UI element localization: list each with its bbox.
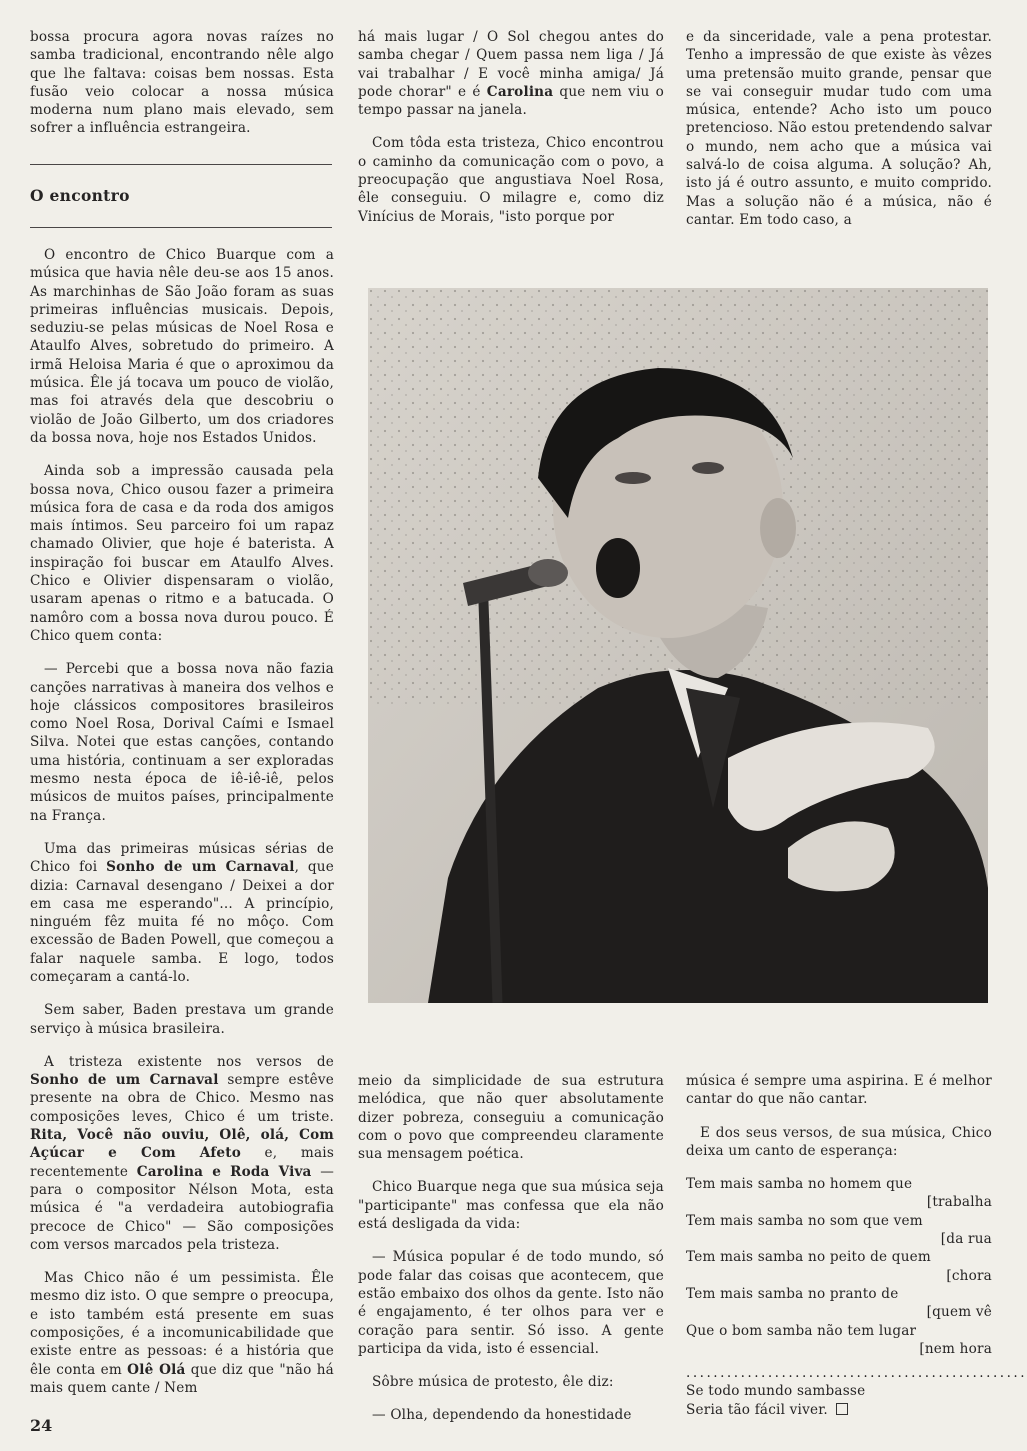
paragraph: e da sinceridade, vale a pena protestar. Tenho a impressão de que existe às vêzes uma pretensão muito grande, pensar que se vai conseguir mudar tudo com uma música, entende? Acho isto um pouco pretencioso. Não estou pretendendo salvar o mundo, nem acho que a música vai salvá-lo de coisa alguma. A solução? Ah, isto já é outro assunto, e muito comprido. Mas a solução não é a música, não é cantar. Em todo caso, a (686, 29, 992, 228)
paragraph: Chico Buarque nega que sua música seja "participante" mas confessa que ela não está desligada da vida: (358, 1179, 664, 1233)
paragraph: Ainda sob a impressão causada pela bossa nova, Chico ousou fazer a primeira música fora de casa e da roda dos amigos mais íntimos. Seu parceiro foi um rapaz chamado Olivier, que hoje é baterista. A inspiração foi buscar em Ataulfo Alves. Chico e Olivier dispensaram o violão, usaram apenas o ritmo e a batucada. O namôro com a bossa nova durou pouco. É Chico quem conta: (30, 463, 334, 644)
verse-line: Tem mais samba no homem que (686, 1176, 913, 1193)
paragraph: — Olha, dependendo da honestidade (372, 1407, 632, 1424)
verse-line: Tem mais samba no peito de quem (686, 1249, 931, 1266)
final-line: Se todo mundo sambasse (686, 1383, 866, 1400)
verse-line-continuation: [nem hora (919, 1340, 992, 1357)
section-heading: O encontro (30, 186, 130, 205)
verse-line-continuation: [trabalha (926, 1194, 992, 1211)
paragraph: Sôbre música de protesto, êle diz: (372, 1374, 614, 1391)
paragraph: A tristeza existente nos versos de Sonho de um Carnaval sempre estêve presente na obra de Chico. Mesmo nas composições leves, Chico é um triste. Rita, Você não ouviu, Olê, olá, Com Açúcar e Com Afeto e, mais recentemente Carolina e Roda Viva — para o compositor Nélson Mota, esta música é "a verdadeira autobiografia precoce de Chico" — São composições com versos marcados pela tristeza. (30, 1053, 334, 1253)
paragraph: O encontro de Chico Buarque com a música que havia nêle deu-se aos 15 anos. As marchinhas de São João foram as suas primeiras influências musicais. Depois, seduziu-se pelas músicas de Noel Rosa e Ataulfo Alves, sobretudo do primeiro. A irmã Heloisa Maria é que o aproximou da música. Êle já tocava um pouco de violão, mas foi através dela que descobriu o violão de João Gilberto, um dos criadores da bossa nova, hoje nos Estados Unidos. (30, 247, 334, 446)
column-left-top (30, 28, 334, 153)
paragraph: E dos seus versos, de sua música, Chico deixa um canto de esperança: (686, 1124, 992, 1159)
paragraph: Uma das primeiras músicas sérias de Chico foi Sonho de um Carnaval, que dizia: Carnaval desengano / Deixei a dor em casa me esperando"... A princípio, ninguém fêz muita fé no môço. Com excessão de Baden Powell, que começou a falar naquele samba. E logo, todos começaram a cantá-lo. (30, 840, 334, 985)
paragraph: música é sempre uma aspirina. E é melhor cantar do que não cantar. (686, 1073, 992, 1108)
paragraph: bossa procura agora novas raízes no samba tradicional, encontrando nêle algo que lhe faltava: coisas bem nossas. Esta fusão veio colocar a nossa música moderna num plano mais elevado, sem sofrer a influência estrangeira. (30, 29, 334, 137)
verse (686, 1175, 992, 1358)
paragraph: — Percebi que a bossa nova não fazia canções narrativas à maneira dos velhos e hoje clássicos compositores brasileiros como Noel Rosa, Dorival Caími e Ismael Silva. Notei que estas canções, contando uma história, continuam a ser exploradas mesmo nesta época de iê-iê-iê, pelos músicos de muitos países, principalmente na França. (30, 661, 334, 824)
verse-line: Tem mais samba no pranto de (686, 1285, 899, 1302)
divider-top (30, 164, 332, 165)
paragraph: há mais lugar / O Sol chegou antes do samba chegar / Quem passa nem liga / Já vai trabalhar / E você minha amiga/ Já pode chorar" e é Carolina que nem viu o tempo passar na janela. (358, 29, 664, 119)
verse-line: Tem mais samba no som que vem (686, 1212, 923, 1229)
paragraph: — Música popular é de todo mundo, só pode falar das coisas que acontecem, que estão embaixo dos olhos da gente. Isto não é engajamento, é ter olhos para ver e coração para sentir. Só isso. A gente participa da vida, isto é essencial. (358, 1249, 664, 1357)
column-right-top (686, 28, 992, 244)
dotted-separator: .................................................. (686, 1365, 1027, 1382)
verse-line-continuation: [quem vê (926, 1304, 992, 1321)
column-middle-bottom (358, 1072, 664, 1440)
singer-photo (368, 288, 988, 1003)
column-middle-top (358, 28, 664, 241)
paragraph: Mas Chico não é um pessimista. Êle mesmo diz isto. O que sempre o preocupa, e isto também está presente em suas composições, é a incomunicabilidade que existe entre as pessoas: é a história que êle conta em Olê Olá que diz que "não há mais quem cante / Nem (30, 1270, 334, 1396)
final-line: Seria tão fácil viver. (686, 1401, 992, 1419)
page-number: 24 (30, 1416, 53, 1435)
paragraph: Com tôda esta tristeza, Chico encontrou o caminho da comunicação com o povo, a preocupação que angustiava Noel Rosa, êle conseguiu. O milagre e, como diz Vinícius de Morais, "isto porque por (358, 135, 664, 225)
end-square-icon (836, 1403, 848, 1415)
column-right-bottom (686, 1072, 1027, 1419)
paragraph: Sem saber, Baden prestava um grande serviço à música brasileira. (30, 1002, 334, 1037)
paragraph: meio da simplicidade de sua estrutura melódica, que não quer absolutamente dizer pobreza, conseguiu a comunicação com o povo que compreendeu claramente sua mensagem poética. (358, 1073, 664, 1163)
verse-line-continuation: [da rua (940, 1231, 992, 1248)
verse-line-continuation: [chora (946, 1267, 992, 1284)
verse-line: Que o bom samba não tem lugar (686, 1322, 917, 1339)
column-left (30, 246, 334, 1412)
divider-bottom (30, 227, 332, 228)
